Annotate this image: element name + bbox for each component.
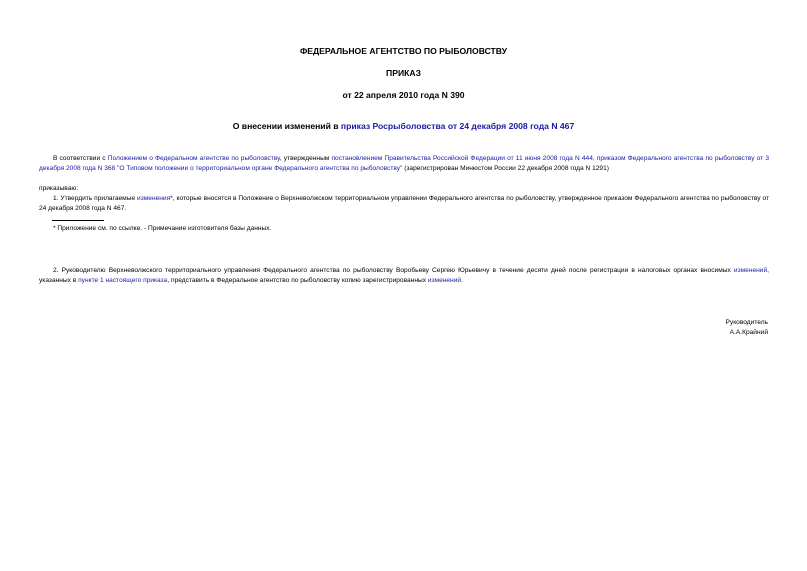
- signature-name: А.А.Крайний: [729, 329, 768, 336]
- preamble-text-4: (зарегистрирован Минюстом России 22 декабря 2008 года N 1291): [402, 165, 609, 172]
- item2-text-4: .: [461, 277, 463, 284]
- link-changes-1[interactable]: изменений: [733, 267, 768, 274]
- item-1-paragraph: [39, 194, 769, 214]
- agency-name: ФЕДЕРАЛЬНОЕ АГЕНТСТВО ПО РЫБОЛОВСТВУ: [299, 46, 508, 56]
- item2-text-3: , представить в Федеральное агентство по рыболовству копию зарегистрированных: [167, 277, 428, 284]
- title-prefix: О внесении изменений в: [232, 121, 341, 131]
- preamble-text-1: В соответствии с: [53, 155, 108, 162]
- item1-text-1: 1. Утвердить прилагаемые: [53, 195, 138, 202]
- document-type: ПРИКАЗ: [386, 68, 421, 78]
- order-word: приказываю:: [39, 185, 79, 192]
- document-date: от 22 апреля 2010 года N 390: [342, 90, 465, 100]
- item-2-paragraph: [39, 266, 769, 286]
- title-link-order-467[interactable]: приказ Росрыболовства от 24 декабря 2008 года N 467: [340, 121, 575, 131]
- link-order-368[interactable]: приказом Федерального агентства по рыболовству от 3 декабря 2008 года N 368 "О Типовом положении о территориальном органе Федерального агентства по рыболовству": [39, 155, 769, 172]
- link-government-decree-444[interactable]: постановлением Правительства Российской Федерации от 11 июня 2008 года N 444: [331, 155, 593, 162]
- preamble-text-2: , утвержденным: [279, 155, 332, 162]
- footnote: * Приложение см. по ссылке. - Примечание изготовителя базы данных.: [53, 225, 272, 232]
- item2-text-1: 2. Руководителю Верхневолжского территориального управления Федерального агентства по рыболовству Воробьеву Сергею Юрьевичу в течение десяти дней после регистрации в налоговых органах вносимых: [53, 267, 734, 274]
- preamble-text-3: ,: [592, 155, 597, 162]
- item1-text-2: *, которые вносятся в Положение о Верхневолжском территориальном управлении Федерального агентства по рыболовству, утвержденное приказом Федерального агентства по рыболовству от 24 декабря 2008 года N 467.: [39, 195, 770, 212]
- link-item-1[interactable]: пункте 1 настоящего приказа: [78, 277, 168, 284]
- signature-position: Руководитель: [725, 319, 768, 326]
- link-changes-appendix[interactable]: изменения: [137, 195, 171, 202]
- link-changes-2[interactable]: изменений: [427, 277, 462, 284]
- document-title: [0, 121, 807, 132]
- item2-text-2: , указанных в: [39, 267, 769, 284]
- link-regulation-agency[interactable]: Положением о Федеральном агентстве по рыболовству: [107, 155, 280, 162]
- footnote-divider: [52, 220, 104, 221]
- preamble-paragraph: [39, 154, 769, 174]
